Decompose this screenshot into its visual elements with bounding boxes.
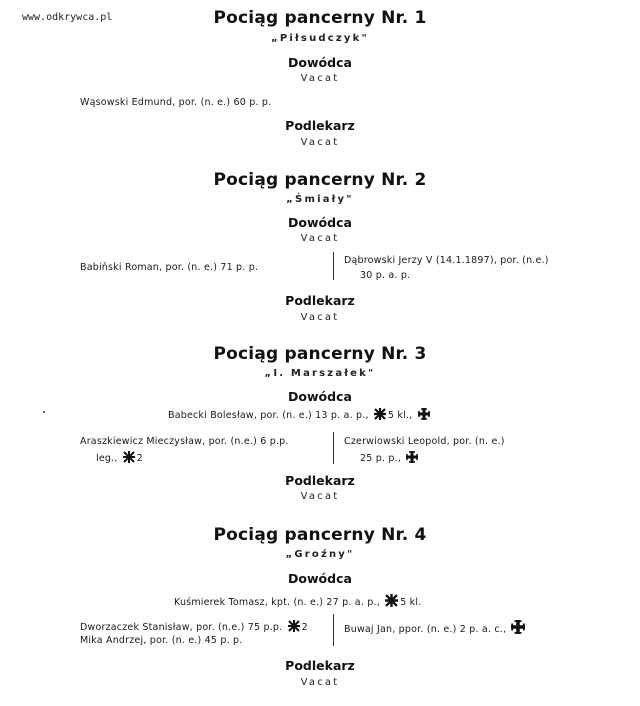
column-separator [333, 614, 334, 646]
train-3-commander-heading: Dowódca [288, 389, 352, 404]
cross-icon [385, 594, 398, 607]
column-separator [333, 432, 334, 464]
left-line2-post: 2 [136, 453, 144, 464]
train-1-deputy-value: Vacat [300, 137, 340, 148]
train-3-deputy-heading: Podlekarz [285, 473, 355, 488]
train-2-entry-right-line2: 30 p. a. p. [360, 270, 411, 281]
train-4-entry-left-line1 [80, 620, 308, 633]
cross-icon [406, 451, 418, 463]
train-1-entry: Wąsowski Edmund, por. (n. e.) 60 p. p. [80, 97, 272, 108]
column-separator [333, 252, 334, 280]
train-3-entry-left-line2 [96, 451, 143, 464]
left-line1-post: 2 [301, 622, 308, 633]
train-4-entry-left-line2: Mika Andrzej, por. (n. e.) 45 p. p. [80, 635, 243, 646]
train-2-deputy-value: Vacat [300, 312, 340, 323]
left-line2-pre: leg., [96, 453, 118, 464]
train-3-name: „I. Marszałek" [264, 368, 376, 379]
train-2-entry-right-line1: Dąbrowski Jerzy V (14.1.1897), por. (n.e.) [344, 255, 549, 266]
right-line1-text: Buwaj Jan, ppor. (n. e.) 2 p. a. c., [344, 624, 507, 635]
train-2-name: „Śmiały" [286, 194, 354, 205]
cross-icon [511, 620, 525, 634]
cross-icon [123, 451, 135, 463]
train-1-commander-value: Vacat [300, 73, 340, 84]
train-3-entry-right-line2 [360, 451, 420, 464]
train-4-commander-entry [174, 594, 421, 608]
commander-text: Babecki Bolesław, por. (n. e.) 13 p. a. p., [168, 410, 369, 421]
train-2-entry-left: Babiński Roman, por. (n. e.) 71 p. p. [80, 262, 259, 273]
train-1-name: „Piłsudczyk" [271, 33, 369, 44]
train-2-commander-value: Vacat [300, 233, 340, 244]
train-1-commander-heading: Dowódca [288, 55, 352, 70]
train-3-entry-right-line1: Czerwiowski Leopold, por. (n. e.) [344, 436, 505, 447]
train-1-title: Pociąg pancerny Nr. 1 [213, 8, 427, 28]
train-2-commander-heading: Dowódca [288, 215, 352, 230]
speck [43, 411, 45, 413]
cross-text: 5 kl. [400, 597, 422, 608]
cross-icon [288, 620, 300, 632]
train-2-title: Pociąg pancerny Nr. 2 [213, 170, 427, 190]
train-3-title: Pociąg pancerny Nr. 3 [213, 344, 427, 364]
train-4-deputy-heading: Podlekarz [285, 658, 355, 673]
train-4-commander-heading: Dowódca [288, 571, 352, 586]
train-1-deputy-heading: Podlekarz [285, 118, 355, 133]
cross-icon [418, 408, 430, 420]
left-line1-text: Dworzaczek Stanisław, por. (n.e.) 75 p.p. [80, 622, 283, 633]
train-3-entry-left-line1: Araszkiewicz Mieczysław, por. (n.e.) 6 p.p. [80, 436, 289, 447]
cross-icon [374, 408, 386, 420]
train-4-title: Pociąg pancerny Nr. 4 [213, 525, 427, 545]
train-4-entry-right-line1 [344, 620, 527, 635]
cross-text: 5 kl., [387, 410, 413, 421]
right-line2-text: 25 p. p., [360, 453, 402, 464]
train-4-name: „Groźny" [285, 549, 355, 560]
train-4-deputy-value: Vacat [300, 677, 340, 688]
train-2-deputy-heading: Podlekarz [285, 293, 355, 308]
train-3-deputy-value: Vacat [300, 491, 340, 502]
commander-text: Kuśmierek Tomasz, kpt. (n. e.) 27 p. a. p., [174, 597, 380, 608]
watermark: www.odkrywca.pl [22, 12, 113, 23]
train-3-commander-entry [168, 408, 432, 421]
